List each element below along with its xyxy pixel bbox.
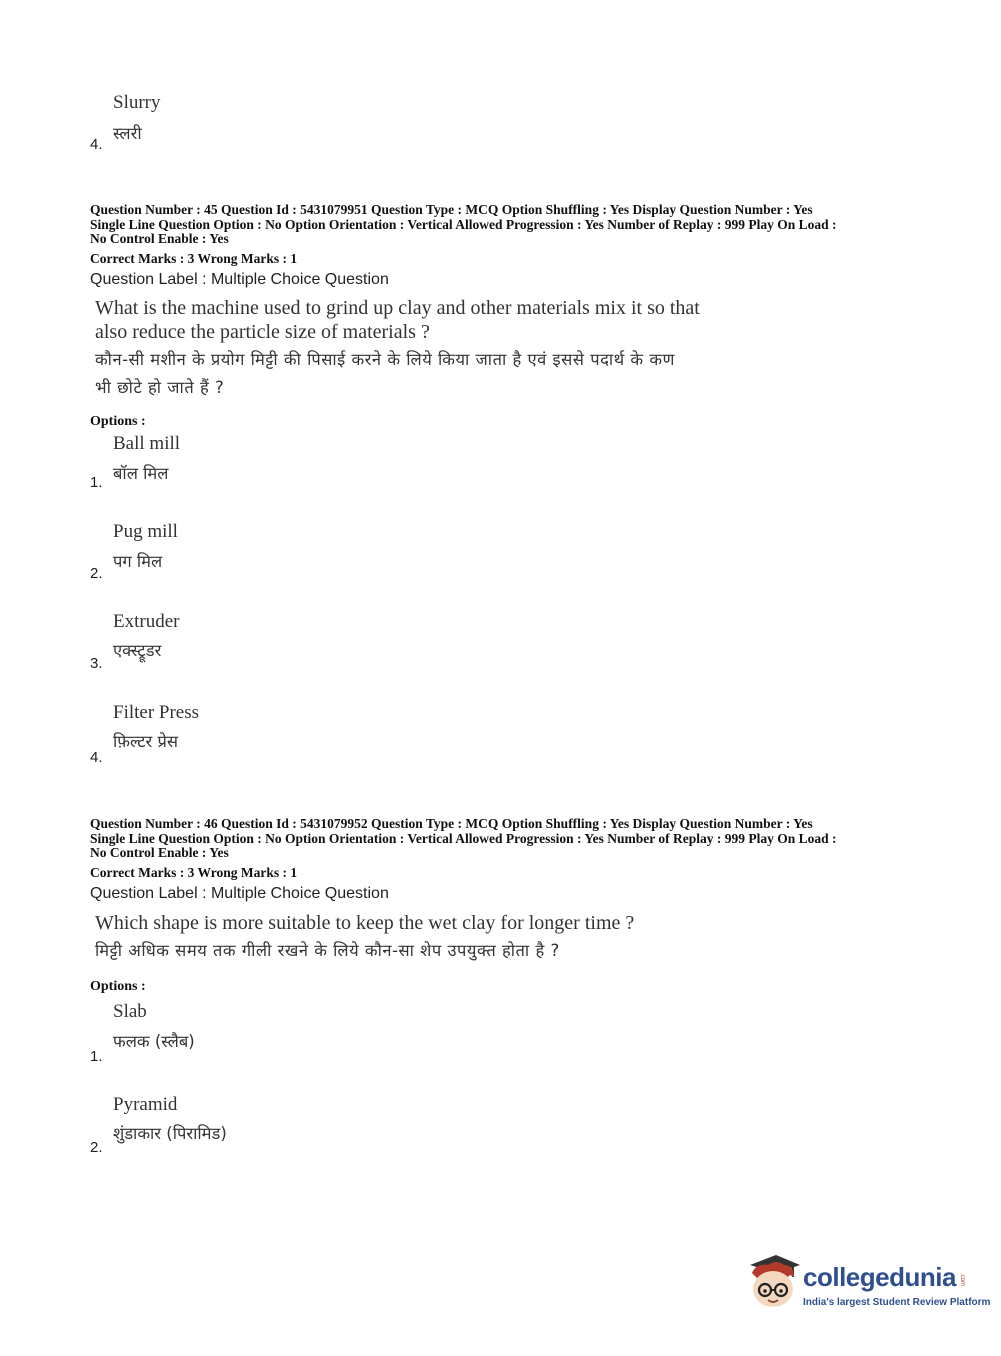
q45-meta-line-2: Single Line Question Option : No Option Orientation : Vertical Allowed Progression : Yes Number of Replay : 999 Play On Load : (90, 216, 837, 232)
logo-wordmark: collegedunia (803, 1262, 956, 1292)
q46-marks: Correct Marks : 3 Wrong Marks : 1 (90, 865, 298, 880)
q45-options-title: Options : (90, 414, 146, 429)
q46-meta (90, 817, 920, 861)
q45-text-en-1: What is the machine used to grind up clay and other materials mix it so that (95, 297, 700, 319)
option-label-hi: एक्स्ट्रूडर (113, 641, 162, 660)
q46-text-en-1: Which shape is more suitable to keep the wet clay for longer time ? (95, 912, 635, 934)
option-number: 2. (90, 1139, 103, 1156)
q46-meta-line-3: No Control Enable : Yes (90, 845, 229, 860)
q45-question-label: Question Label : Multiple Choice Question (90, 271, 389, 288)
option-label-hi: फलक (स्लैब) (113, 1032, 195, 1051)
mascot-icon (742, 1251, 804, 1313)
q46-meta-line-1: Question Number : 46 Question Id : 5431079952 Question Type : MCQ Option Shuffling : Yes Display Question Number : Yes (90, 816, 813, 831)
option-number: 4. (90, 749, 103, 766)
q45-meta-line-1: Question Number : 45 Question Id : 5431079951 Question Type : MCQ Option Shuffling : Yes Display Question Number : Yes (90, 202, 813, 217)
q46-text-hi-1: मिट्टी अधिक समय तक गीली रखने के लिये कौन-सा शेप उपयुक्त होता है ? (95, 941, 560, 960)
option-number: 3. (90, 655, 103, 672)
option-number: 1. (90, 1048, 103, 1065)
option-label-en: Filter Press (113, 702, 200, 723)
option-label-hi: फ़िल्टर प्रेस (113, 732, 179, 751)
option-label-hi: शुंडाकार (पिरामिड) (113, 1124, 227, 1143)
q45-text-en-2: also reduce the particle size of materials ? (95, 321, 430, 343)
q46-meta-line-2: Single Line Question Option : No Option Orientation : Vertical Allowed Progression : Yes Number of Replay : 999 Play On Load : (90, 830, 837, 846)
q45-marks: Correct Marks : 3 Wrong Marks : 1 (90, 251, 298, 266)
option-label-en: Pyramid (113, 1094, 178, 1115)
q45-meta (90, 203, 920, 247)
option-label-hi: बॉल मिल (113, 464, 169, 483)
q45-meta-line-3: No Control Enable : Yes (90, 231, 229, 246)
prev-option-hi: स्लरी (113, 124, 142, 143)
option-label-en: Extruder (113, 611, 180, 632)
option-label-en: Ball mill (113, 433, 181, 454)
option-number: 1. (90, 474, 103, 491)
option-number: 2. (90, 565, 103, 582)
option-label-en: Pug mill (113, 521, 178, 542)
logo-suffix: .com (959, 1273, 965, 1287)
q46-question-label: Question Label : Multiple Choice Question (90, 885, 389, 902)
prev-option-en: Slurry (113, 92, 161, 113)
prev-option-number: 4. (90, 136, 103, 153)
q45-text-hi-1: कौन-सी मशीन के प्रयोग मिट्टी की पिसाई करने के लिये किया जाता है एवं इससे पदार्थ के कण (95, 350, 675, 369)
option-label-en: Slab (113, 1001, 147, 1022)
logo-tagline: India's largest Student Review Platform (803, 1297, 991, 1308)
option-label-hi: पग मिल (113, 552, 163, 571)
q46-options-title: Options : (90, 979, 146, 994)
q45-text-hi-2: भी छोटे हो जाते हैं ? (95, 378, 225, 397)
